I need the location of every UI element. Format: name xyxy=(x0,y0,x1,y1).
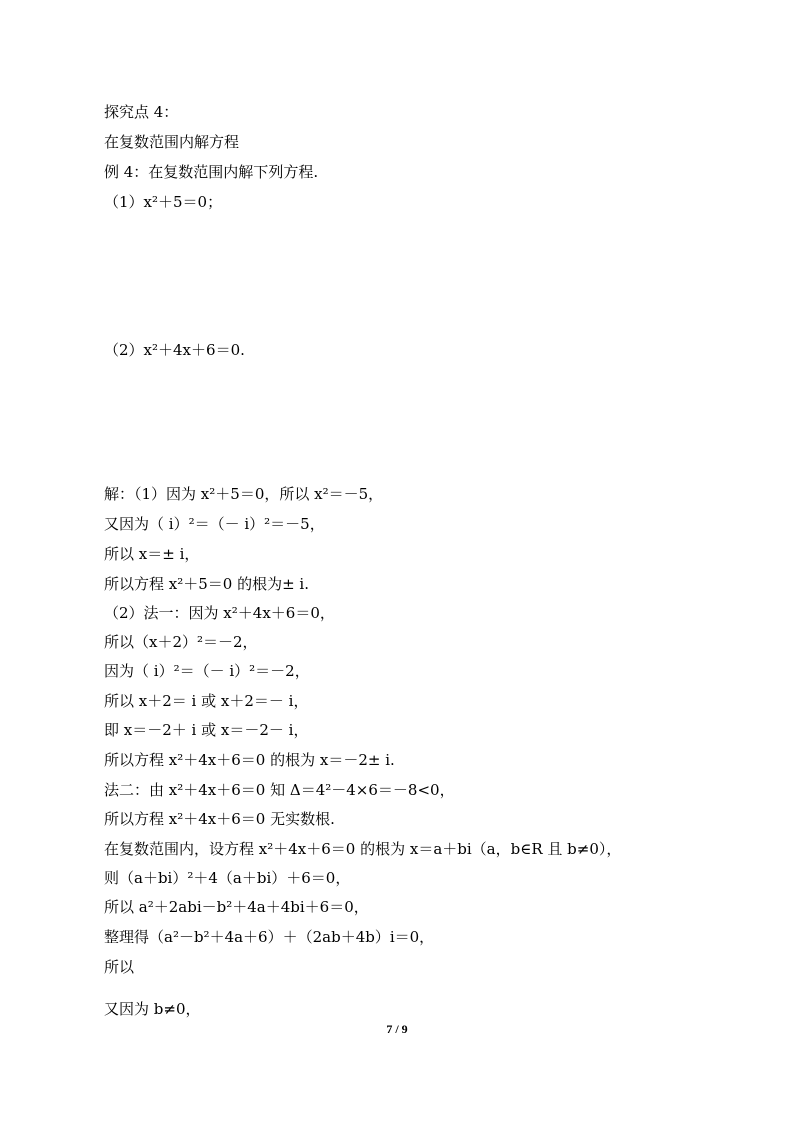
solution-line: 在复数范围内，设方程 x²＋4x＋6＝0 的根为 x＝a＋bi（a，b∈R 且 b≠0）， xyxy=(104,840,622,858)
solution-line: 解：（1）因为 x²＋5＝0，所以 x²＝－5， xyxy=(104,485,384,503)
page-number: 7 / 9 xyxy=(386,1022,408,1036)
problem-2: （2）x²＋4x＋6＝0. xyxy=(104,341,245,359)
problem-1: （1）x²＋5＝0； xyxy=(104,193,223,211)
solution-line: 又因为 b≠0， xyxy=(104,1000,201,1018)
solution-line: 即 x＝－2＋ i 或 x＝－2－ i， xyxy=(104,721,309,739)
solution-line: 所以 xyxy=(104,958,135,976)
solution-line: 又因为（ i）²＝（－ i）²＝－5， xyxy=(104,515,325,533)
solution-line: 所以 a²＋2abi－b²＋4a＋4bi＋6＝0， xyxy=(104,898,369,916)
example-title: 例 4：在复数范围内解下列方程. xyxy=(104,163,319,181)
solution-line: 因为（ i）²＝（－ i）²＝－2， xyxy=(104,662,310,680)
solution-line: 所以方程 x²＋5＝0 的根为± i. xyxy=(104,575,309,593)
solution-line: 所以 x＋2＝ i 或 x＋2＝－ i， xyxy=(104,692,309,710)
solution-line: 所以方程 x²＋4x＋6＝0 的根为 x＝－2± i. xyxy=(104,751,395,769)
solution-line: 法二：由 x²＋4x＋6＝0 知 Δ＝4²－4×6＝－8<0， xyxy=(104,781,455,799)
solution-line: 所以（x＋2）²＝－2， xyxy=(104,633,258,651)
solution-line: 则（a＋bi）²＋4（a＋bi）＋6＝0， xyxy=(104,869,351,887)
section-heading: 探究点 4： xyxy=(104,103,179,121)
solution-line: 整理得（a²－b²＋4a＋6）＋（2ab＋4b）i＝0， xyxy=(104,928,435,946)
solution-line: （2）法一：因为 x²＋4x＋6＝0， xyxy=(104,604,335,622)
solution-line: 所以 x＝± i， xyxy=(104,545,200,563)
section-title: 在复数范围内解方程 xyxy=(104,133,240,151)
solution-line: 所以方程 x²＋4x＋6＝0 无实数根. xyxy=(104,810,335,828)
